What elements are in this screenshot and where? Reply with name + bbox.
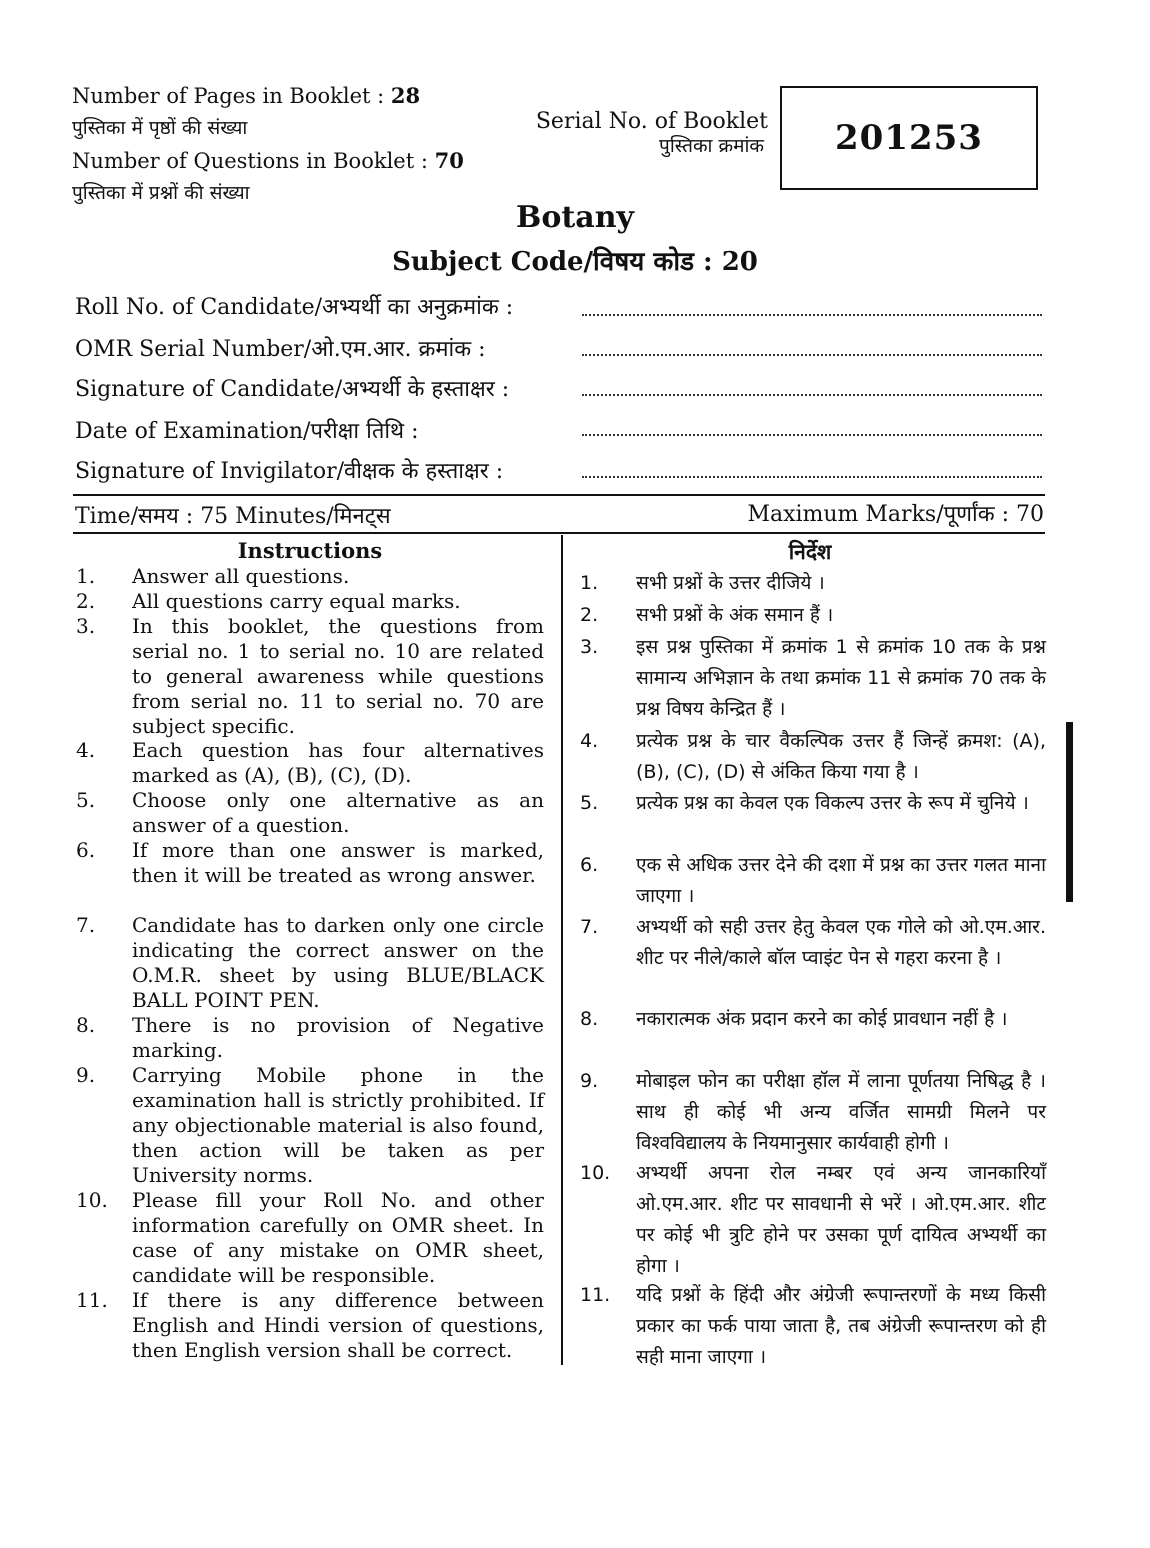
divider [73,494,1045,496]
item-number: 1. [76,564,96,588]
item-number: 3. [76,614,96,638]
item-text: सभी प्रश्नों के अंक समान हैं । [636,604,834,626]
questions-label: Number of Questions in Booklet : [72,149,428,173]
item-number: 6. [580,854,599,876]
instructions-heading-hi: निर्देश [788,540,832,564]
item-number: 4. [76,738,96,762]
serial-number-box [780,86,1038,190]
item-number: 2. [580,604,599,626]
item-text: Please fill your Roll No. and other information carefully on OMR sheet. In case of any mistake on OMR sheet, candidate will be responsible. [132,1188,544,1287]
margin-mark [1066,722,1073,902]
item-text: यदि प्रश्नों के हिंदी और अंग्रेजी रूपान्तरणों के मध्य किसी प्रकार का फर्क पाया जाता है, तब अंग्रेजी रूपान्तरण को ही सही माना जाएगा । [636,1284,1046,1368]
item-number: 9. [76,1063,96,1087]
invigilator-signature-field[interactable] [582,476,1042,478]
item-text: सभी प्रश्नों के उत्तर दीजिये । [636,572,825,594]
item-text: नकारात्मक अंक प्रदान करने का कोई प्रावधान नहीं है । [636,1008,1008,1030]
item-number: 4. [580,730,599,752]
serial-label: Serial No. of Booklet [535,109,768,134]
roll-no-label: Roll No. of Candidate/अभ्यर्थी का अनुक्रमांक : [75,295,514,320]
item-number: 1. [580,572,599,594]
serial-number: 201253 [835,118,983,158]
instructions-heading: Instructions [237,538,383,563]
item-text: If more than one answer is marked, then it will be treated as wrong answer. [132,838,544,887]
item-text: Candidate has to darken only one circle indicating the correct answer on the O.M.R. sheet by using BLUE/BLACK BALL POINT PEN. [132,913,544,1012]
serial-label-hi: पुस्तिका क्रमांक [659,135,764,157]
pages-count [72,80,420,112]
divider [73,532,1045,534]
item-number: 8. [76,1013,96,1037]
questions-count [72,145,464,177]
item-number: 10. [580,1162,611,1184]
roll-no-field[interactable] [582,314,1042,316]
pages-label-hi: पुस्तिका में पृष्ठों की संख्या [72,117,248,139]
item-text: प्रत्येक प्रश्न के चार वैकल्पिक उत्तर हैं जिन्हें क्रमश: (A), (B), (C), (D) से अंकित किया गया है । [636,730,1046,783]
candidate-signature-label: Signature of Candidate/अभ्यर्थी के हस्ताक्षर : [75,377,510,402]
item-number: 8. [580,1008,599,1030]
candidate-signature-field[interactable] [582,394,1042,396]
item-number: 10. [76,1188,108,1212]
omr-serial-label: OMR Serial Number/ओ.एम.आर. क्रमांक : [75,337,486,362]
item-text: Answer all questions. [132,564,350,588]
pages-value: 28 [390,83,421,108]
max-marks-label: Maximum Marks/पूर्णांक : 70 [747,502,1044,527]
exam-date-label: Date of Examination/परीक्षा तिथि : [75,419,419,444]
item-number: 5. [580,792,599,814]
item-number: 7. [580,916,599,938]
item-number: 2. [76,589,96,613]
item-text: अभ्यर्थी को सही उत्तर हेतु केवल एक गोले को ओ.एम.आर. शीट पर नीले/काले बॉल प्वाइंट पेन से गहरा करना है । [636,916,1046,969]
invigilator-signature-label: Signature of Invigilator/वीक्षक के हस्ताक्षर : [75,459,504,484]
item-text: All questions carry equal marks. [132,589,461,613]
item-text: Carrying Mobile phone in the examination hall is strictly prohibited. If any objectionable material is also found, then action will be taken as per University norms. [132,1063,544,1187]
item-text: In this booklet, the questions from serial no. 1 to serial no. 10 are related to general awareness while questions from serial no. 11 to serial no. 70 are subject specific. [132,614,544,738]
item-number: 6. [76,838,96,862]
time-label: Time/समय : 75 Minutes/मिनट्स [75,504,391,529]
item-number: 3. [580,636,599,658]
item-text: एक से अधिक उत्तर देने की दशा में प्रश्न का उत्तर गलत माना जाएगा । [636,854,1046,907]
item-number: 9. [580,1070,599,1092]
page-title: Botany [516,200,634,235]
exam-date-field[interactable] [582,434,1042,436]
item-text: Each question has four alternatives marked as (A), (B), (C), (D). [132,738,544,787]
item-number: 11. [76,1288,108,1312]
omr-serial-field[interactable] [582,354,1042,356]
questions-value: 70 [434,148,464,173]
column-divider [561,535,563,1365]
item-text: मोबाइल फोन का परीक्षा हॉल में लाना पूर्णतया निषिद्ध है । साथ ही कोई भी अन्य वर्जित सामग्री मिलने पर विश्वविद्यालय के नियमानुसार कार्यवाही होगी । [636,1070,1046,1154]
questions-label-hi: पुस्तिका में प्रश्नों की संख्या [72,182,250,204]
item-text: अभ्यर्थी अपना रोल नम्बर एवं अन्य जानकारियाँ ओ.एम.आर. शीट पर सावधानी से भरें । ओ.एम.आर. शीट पर कोई भी त्रुटि होने पर उसका पूर्ण दायित्व अभ्यर्थी का होगा । [636,1162,1046,1277]
item-text: इस प्रश्न पुस्तिका में क्रमांक 1 से क्रमांक 10 तक के प्रश्न सामान्य अभिज्ञान के तथा क्रमांक 11 से क्रमांक 70 तक के प्रश्न विषय केन्द्रित हैं । [636,636,1046,720]
pages-label: Number of Pages in Booklet : [72,84,385,108]
item-text: There is no provision of Negative marking. [132,1013,544,1062]
item-text: If there is any difference between English and Hindi version of questions, then English version shall be correct. [132,1288,544,1362]
item-text: Choose only one alternative as an answer of a question. [132,788,544,837]
item-number: 7. [76,913,96,937]
item-number: 5. [76,788,96,812]
item-number: 11. [580,1284,611,1306]
subject-code: Subject Code/विषय कोड : 20 [392,247,758,277]
item-text: प्रत्येक प्रश्न का केवल एक विकल्प उत्तर के रूप में चुनिये । [636,792,1029,814]
